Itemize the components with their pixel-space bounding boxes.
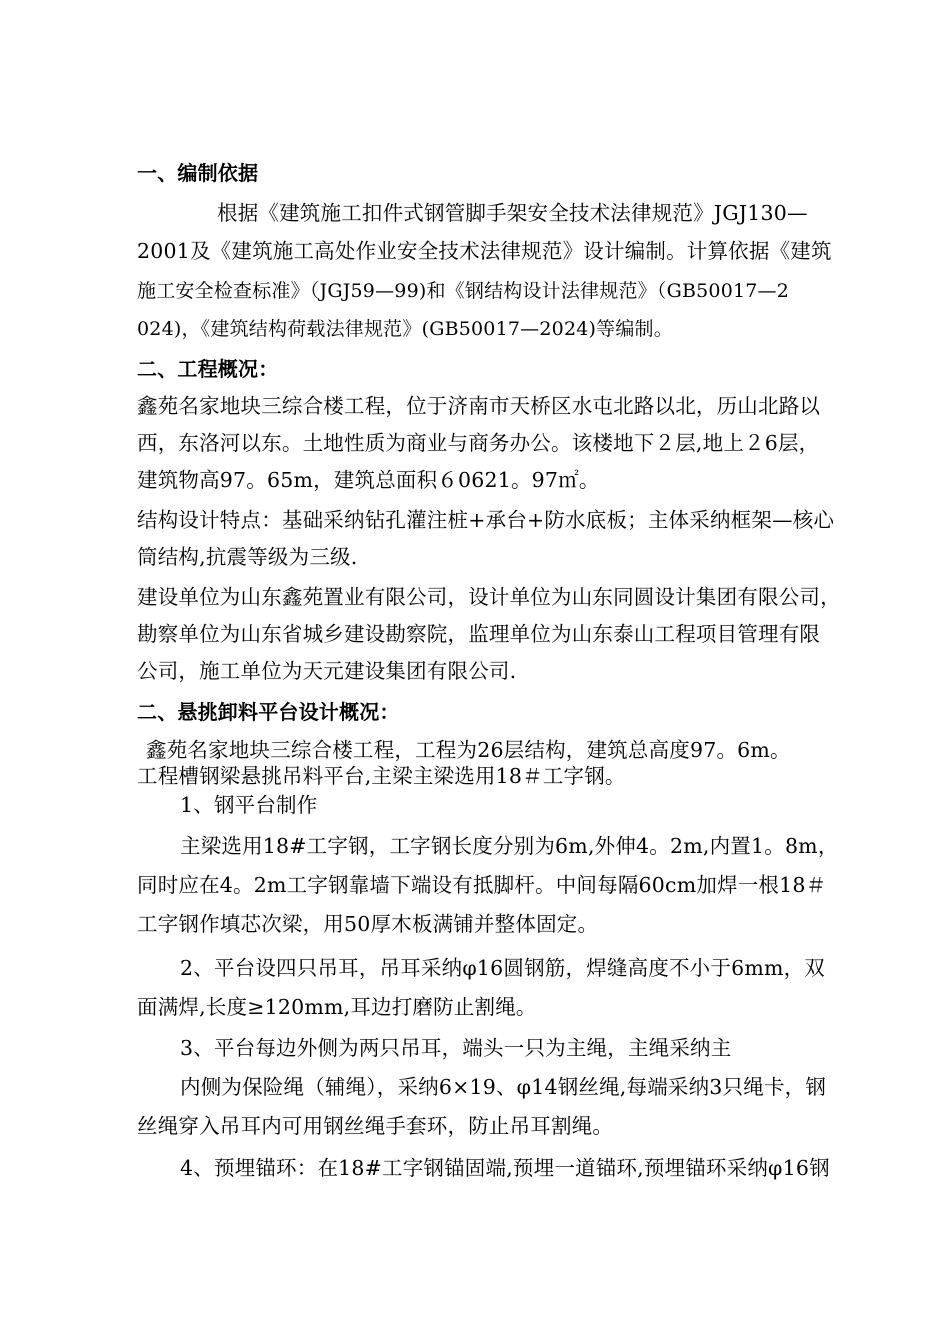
paragraph-line: 主梁选用18#工字钢，工字钢长度分别为6m,外伸4。2m,内置1。8m， — [180, 834, 839, 858]
paragraph-line: 丝绳穿入吊耳内可用钢丝绳手套环，防止吊耳割绳。 — [137, 1114, 614, 1138]
paragraph-line: 3、平台每边外侧为两只吊耳，端头一只为主绳，主绳采纳主 — [180, 1036, 732, 1060]
paragraph-line: 建筑物高97。65m，建筑总面积６0621。97㎡。 — [137, 468, 600, 492]
paragraph-line: 鑫苑名家地块三综合楼工程，位于济南市天桥区水屯北路以北，历山北路以 — [137, 394, 821, 418]
section-heading-basis: 一、编制依据 — [137, 161, 259, 185]
paragraph-line: 内侧为保险绳（辅绳），采纳6×19、φ14钢丝绳,每端采纳3只绳卡，钢 — [180, 1075, 827, 1099]
section-heading-overview: 二、工程概况： — [137, 357, 279, 381]
paragraph-line: 2001及《建筑施工高处作业安全技术法律规范》设计编制。计算依据《建筑 — [137, 239, 832, 263]
paragraph-line: 工程槽钢梁悬挑吊料平台,主梁主梁选用18＃工字钢。 — [137, 764, 626, 788]
paragraph-line: 024)，《建筑结构荷载法律规范》(GB50017—2024)等编制。 — [137, 318, 673, 340]
paragraph-line: 公司，施工单位为天元建设集团有限公司. — [137, 659, 517, 683]
paragraph-line: 4、预埋锚环：在18#工字钢锚固端,预埋一道锚环,预埋锚环采纳φ16钢 — [180, 1156, 830, 1180]
paragraph-line: 鑫苑名家地块三综合楼工程，工程为26层结构，建筑总高度97。6m。 — [146, 738, 791, 762]
subsection-title: 1、钢平台制作 — [180, 793, 318, 817]
paragraph-line: 筒结构,抗震等级为三级. — [137, 545, 358, 569]
paragraph-line: 结构设计特点：基础采纳钻孔灌注桩+承台+防水底板；主体采纳框架—核心 — [137, 508, 835, 532]
paragraph-line: 2、平台设四只吊耳，吊耳采纳φ16圆钢筋，焊缝高度不小于6mm，双 — [180, 956, 826, 980]
paragraph-line: 根据《建筑施工扣件式钢管脚手架安全技术法律规范》JGJ130— — [217, 201, 808, 225]
paragraph-line: 施工安全检查标准》（JGJ59—99)和《钢结构设计法律规范》（GB50017—2 — [137, 280, 790, 302]
paragraph-line: 勘察单位为山东省城乡建设勘察院，监理单位为山东泰山工程项目管理有限 — [137, 622, 821, 646]
paragraph-line: 面满焊,长度≥120mm,耳边打磨防止割绳。 — [137, 995, 537, 1019]
paragraph-line: 工字钢作填芯次梁，用50厚木板满铺并整体固定。 — [137, 912, 599, 936]
paragraph-line: 同时应在4。2m工字钢靠墙下端设有抵脚杆。中间每隔60cm加焊一根18＃ — [137, 873, 827, 897]
paragraph-line: 西，东洛河以东。土地性质为商业与商务办公。该楼地下２层,地上２6层， — [137, 431, 820, 455]
section-heading-platform: 二、悬挑卸料平台设计概况： — [137, 700, 400, 724]
paragraph-line: 建设单位为山东鑫苑置业有限公司，设计单位为山东同圆设计集团有限公司， — [137, 585, 841, 609]
